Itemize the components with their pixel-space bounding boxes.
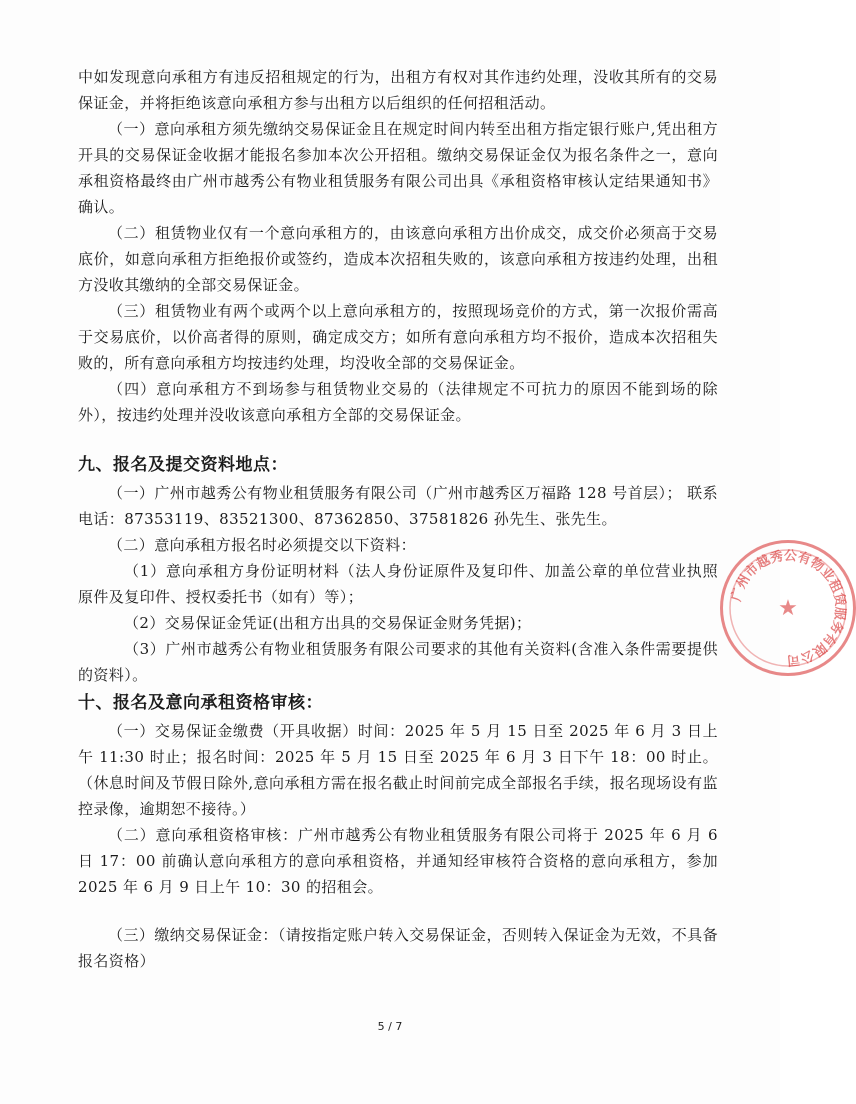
document-body: [78, 64, 718, 974]
paragraph-clause-3: （三）租赁物业有两个或两个以上意向承租方的，按照现场竞价的方式，第一次报价需高于交易底价，以价高者得的原则，确定成交方；如所有意向承租方均不报价，造成本次招租失败的，所有意向承租方均按违约处理，均没收全部的交易保证金。: [78, 302, 718, 372]
section-9-sub-item-3: （3）广州市越秀公有物业租赁服务有限公司要求的其他有关资料(含准入条件需要提供的资料）。: [78, 640, 718, 684]
paragraph-clause-1: （一）意向承租方须先缴纳交易保证金且在规定时间内转至出租方指定银行账户,凭出租方开具的交易保证金收据才能报名参加本次公开招租。缴纳交易保证金仅为报名条件之一，意向承租资格最终由广州市越秀公有物业租赁服务有限公司出具《承租资格审核认定结果通知书》确认。: [78, 120, 718, 216]
section-9-item-1: （一）广州市越秀公有物业租赁服务有限公司（广州市越秀区万福路 128 号首层）； 联系电话：87353119、83521300、87362850、37581826 孙先生、张先生。: [78, 484, 718, 528]
page-number: 5 / 7: [377, 1020, 403, 1033]
section-10-item-2: （二）意向承租资格审核：广州市越秀公有物业租赁服务有限公司将于 2025 年 6 月 6 日 17：00 前确认意向承租方的意向承租资格，并通知经审核符合资格的意向承租方，参加 2025 年 6 月 9 日上午 10：30 的招租会。: [78, 826, 718, 896]
section-9-sub-item-1: （1）意向承租方身份证明材料（法人身份证原件及复印件、加盖公章的单位营业执照原件及复印件、授权委托书（如有）等）；: [78, 562, 718, 606]
company-seal: [720, 540, 856, 676]
section-9-heading: 九、报名及提交资料地点：: [78, 455, 288, 475]
paragraph-clause-2: （二）租赁物业仅有一个意向承租方的，由该意向承租方出价成交，成交价必须高于交易底价，如意向承租方拒绝报价或签约，造成本次招租失败的，该意向承租方按违约处理，出租方没收其缴纳的全部交易保证金。: [78, 224, 718, 294]
paragraph-continuation: 中如发现意向承租方有违反招租规定的行为，出租方有权对其作违约处理，没收其所有的交易保证金，并将拒绝该意向承租方参与出租方以后组织的任何招租活动。: [78, 68, 718, 112]
seal-text: 广州市越秀公有物业租赁服务有限公司: [729, 548, 848, 668]
section-10-heading: 十、报名及意向承租资格审核：: [78, 693, 323, 713]
seal-star-icon: ★: [778, 596, 798, 621]
seal-graphic: [723, 543, 853, 673]
section-9-sub-item-2: （2）交易保证金凭证(出租方出具的交易保证金财务凭据)；: [124, 614, 532, 632]
section-10-item-1: （一）交易保证金缴费（开具收据）时间：2025 年 5 月 15 日至 2025 年 6 月 3 日上午 11:30 时止；报名时间：2025 年 5 月 15 日至 2025 年 6 月 3 日下午 18：00 时止。（休息时间及节假日除外,意向承租方需在报名截止时间前完成全部报名手续，报名现场设有监控录像，逾期恕不接待。）: [78, 722, 718, 818]
section-9-item-2: （二）意向承租方报名时必须提交以下资料：: [108, 536, 417, 554]
section-10-item-3: （三）缴纳交易保证金：（请按指定账户转入交易保证金，否则转入保证金为无效，不具备报名资格）: [78, 926, 718, 970]
paragraph-clause-4: （四）意向承租方不到场参与租赁物业交易的（法律规定不可抗力的原因不能到场的除外），按违约处理并没收该意向承租方全部的交易保证金。: [78, 380, 718, 424]
